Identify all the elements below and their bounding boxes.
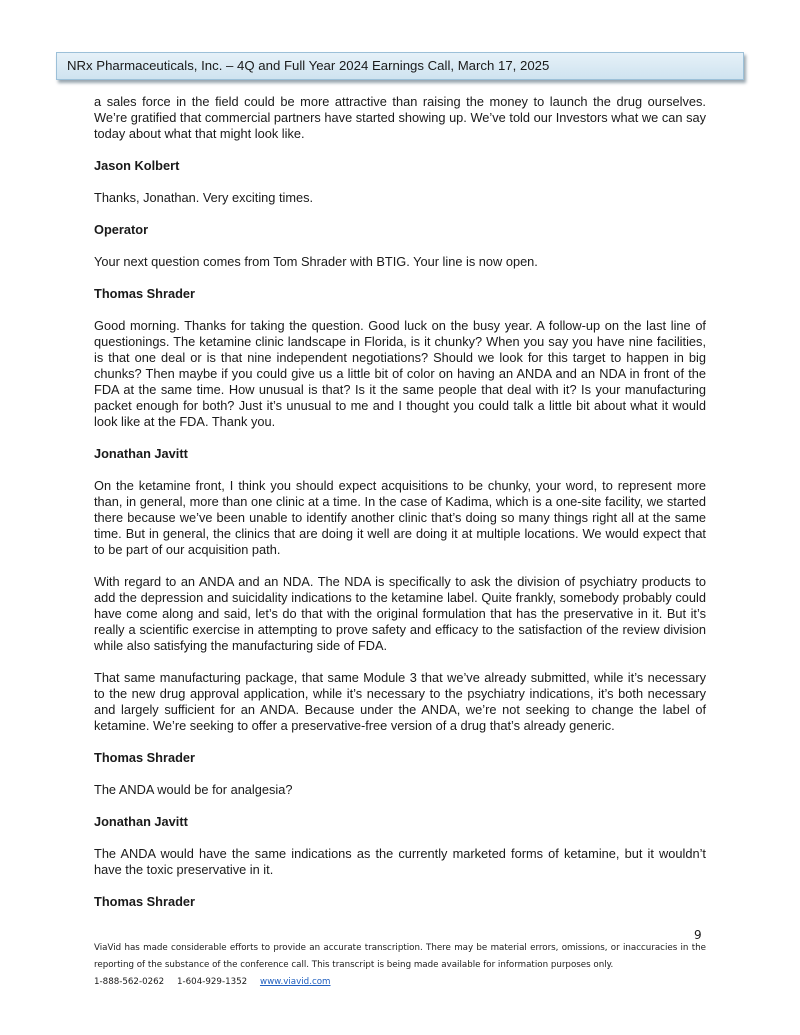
transcript-paragraph: On the ketamine front, I think you should expect acquisitions to be chunky, your word, to represent more than, in general, more than one clinic at a time. In the case of Kadima, which is a one-site facility, we started there because we’ve been unable to identify another clinic that’s doing so many things right all at the same time. But in general, the clinics that are doing it well are doing it at multiple locations. We would expect that to be part of our acquisition path.: [94, 478, 706, 557]
transcript-body: [94, 94, 706, 926]
phone-number: 1-604-929-1352: [176, 977, 248, 987]
speaker-name: Jason Kolbert: [94, 158, 180, 173]
transcript-paragraph: a sales force in the field could be more attractive than raising the money to launch the drug ourselves. We’re gratified that commercial partners have started showing up. We’ve told our Investors what we can say today about what that might look like.: [94, 94, 706, 141]
transcript-paragraph: The ANDA would be for analgesia?: [94, 782, 293, 797]
header-bar: [56, 52, 744, 80]
transcript-paragraph: With regard to an ANDA and an NDA. The NDA is specifically to ask the division of psychiatry products to add the depression and suicidality indications to the ketamine label. Quite frankly, somebody probably could have come along and said, let’s do that with the original formulation that has the preservative in it. But it’s really a scientific exercise in attempting to prove safety and efficacy to the satisfaction of the review division while also satisfying the manufacturing side of FDA.: [94, 574, 706, 653]
phone-number: 1-888-562-0262: [94, 977, 165, 987]
speaker-name: Thomas Shrader: [94, 894, 195, 909]
document-title: NRx Pharmaceuticals, Inc. – 4Q and Full Year 2024 Earnings Call, March 17, 2025: [67, 58, 550, 73]
transcript-paragraph: The ANDA would have the same indications as the currently marketed forms of ketamine, but it wouldn’t have the toxic preservative in it.: [94, 846, 706, 877]
website-link[interactable]: www.viavid.com: [259, 977, 331, 987]
speaker-name: Operator: [94, 222, 149, 237]
speaker-name: Jonathan Javitt: [94, 814, 188, 829]
transcript-paragraph: Good morning. Thanks for taking the question. Good luck on the busy year. A follow-up on the last line of questionings. The ketamine clinic landscape in Florida, is it chunky? When you say you have nine facilities, is that one deal or is that nine independent negotiations? Should we look for this target to happen in big chunks? Then maybe if you could give us a little bit of color on having an ANDA and an NDA in front of the FDA at the same time. How unusual is that? Is it the same people that deal with it? Is your manufacturing packet enough for both? Just it’s unusual to me and I thought you could talk a little bit about what it would look like at the FDA. Thank you.: [94, 318, 706, 429]
transcript-paragraph: Your next question comes from Tom Shrader with BTIG. Your line is now open.: [94, 254, 538, 269]
footer-disclaimer: ViaVid has made considerable efforts to provide an accurate transcription. There may be material errors, omissions, or inaccuracies in the reporting of the substance of the conference call. This transcript is being made available for information purposes only.: [94, 943, 706, 970]
speaker-name: Thomas Shrader: [94, 286, 195, 301]
page-number: 9: [694, 928, 702, 942]
footer: [94, 940, 706, 991]
transcript-paragraph: Thanks, Jonathan. Very exciting times.: [94, 190, 314, 205]
speaker-name: Jonathan Javitt: [94, 446, 188, 461]
transcript-paragraph: That same manufacturing package, that same Module 3 that we’ve already submitted, while it’s necessary to the new drug approval application, while it’s necessary to the psychiatry indications, it’s both necessary and largely sufficient for an ANDA. Because under the ANDA, we’re not seeking to change the label of ketamine. We’re seeking to offer a preservative-free version of a drug that’s already generic.: [94, 670, 706, 733]
speaker-name: Thomas Shrader: [94, 750, 195, 765]
footer-contact: [94, 974, 706, 991]
